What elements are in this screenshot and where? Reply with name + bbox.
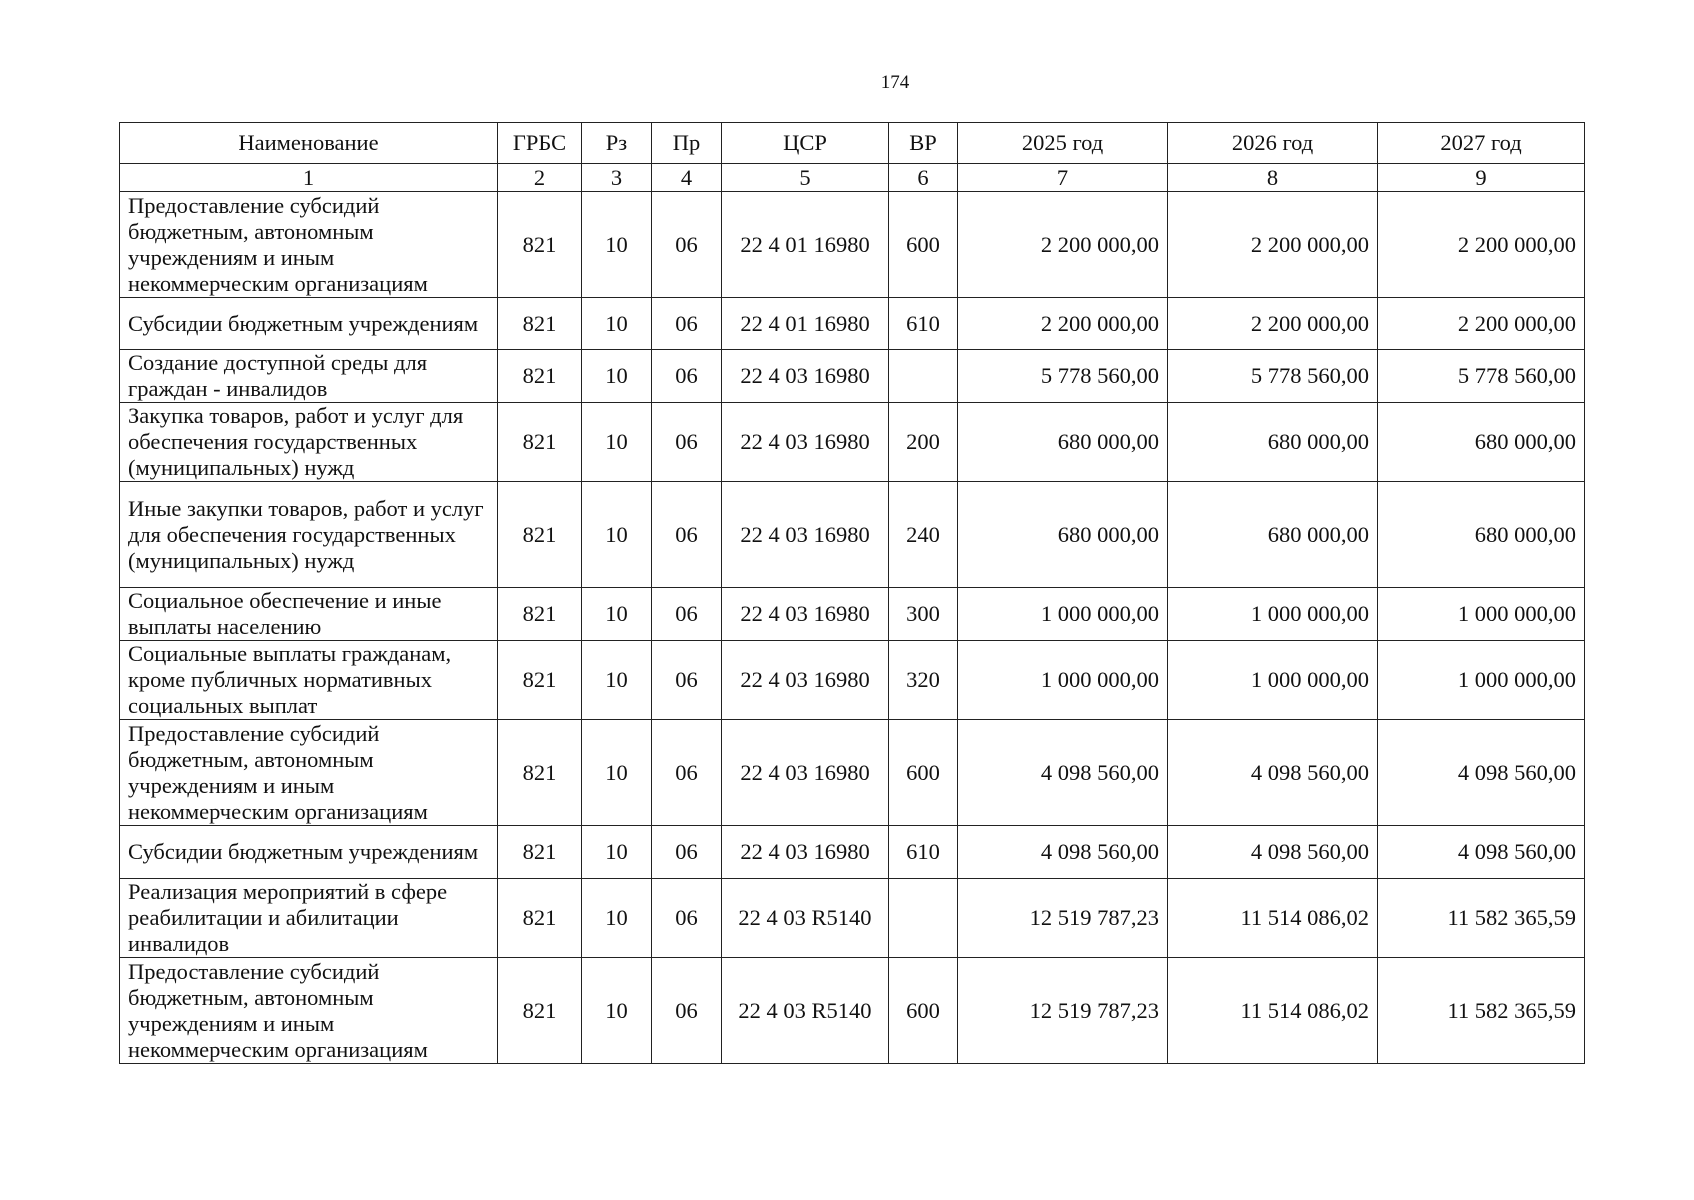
row-2027: 4 098 560,00	[1378, 826, 1585, 879]
row-name: Иные закупки товаров, работ и услуг для обеспечения государственных (муниципальных) нужд	[120, 482, 498, 588]
row-vr	[889, 350, 958, 403]
table-row	[120, 879, 1585, 958]
row-2026: 2 200 000,00	[1168, 298, 1378, 350]
header-name: Наименование	[120, 123, 498, 164]
header-2025: 2025 год	[958, 123, 1168, 164]
table-row	[120, 720, 1585, 826]
header-pr: Пр	[652, 123, 722, 164]
row-vr: 600	[889, 720, 958, 826]
row-vr: 320	[889, 641, 958, 720]
row-rz: 10	[582, 879, 652, 958]
row-name: Реализация мероприятий в сфере реабилитации и абилитации инвалидов	[120, 879, 498, 958]
row-rz: 10	[582, 720, 652, 826]
column-number: 9	[1378, 164, 1585, 192]
column-number-row	[120, 164, 1585, 192]
row-2026: 4 098 560,00	[1168, 826, 1378, 879]
row-rz: 10	[582, 298, 652, 350]
header-2027: 2027 год	[1378, 123, 1585, 164]
row-name: Предоставление субсидий бюджетным, автономным учреждениям и иным некоммерческим организациям	[120, 720, 498, 826]
row-grbs: 821	[498, 826, 582, 879]
column-number: 8	[1168, 164, 1378, 192]
header-2026: 2026 год	[1168, 123, 1378, 164]
row-csr: 22 4 01 16980	[722, 298, 889, 350]
row-2027: 5 778 560,00	[1378, 350, 1585, 403]
row-2025: 1 000 000,00	[958, 588, 1168, 641]
row-grbs: 821	[498, 879, 582, 958]
row-csr: 22 4 03 16980	[722, 403, 889, 482]
row-csr: 22 4 01 16980	[722, 192, 889, 298]
row-pr: 06	[652, 879, 722, 958]
row-grbs: 821	[498, 588, 582, 641]
table-row	[120, 482, 1585, 588]
row-rz: 10	[582, 958, 652, 1064]
row-2025: 4 098 560,00	[958, 826, 1168, 879]
row-2027: 11 582 365,59	[1378, 958, 1585, 1064]
column-number: 2	[498, 164, 582, 192]
budget-table	[119, 122, 1585, 1064]
row-rz: 10	[582, 403, 652, 482]
row-2026: 1 000 000,00	[1168, 588, 1378, 641]
row-vr: 300	[889, 588, 958, 641]
row-2027: 680 000,00	[1378, 403, 1585, 482]
row-2026: 5 778 560,00	[1168, 350, 1378, 403]
row-2027: 1 000 000,00	[1378, 641, 1585, 720]
table-row	[120, 958, 1585, 1064]
table-row	[120, 403, 1585, 482]
row-grbs: 821	[498, 482, 582, 588]
row-name: Субсидии бюджетным учреждениям	[120, 826, 498, 879]
row-2027: 680 000,00	[1378, 482, 1585, 588]
table-row	[120, 588, 1585, 641]
row-pr: 06	[652, 403, 722, 482]
row-pr: 06	[652, 350, 722, 403]
row-grbs: 821	[498, 641, 582, 720]
column-number: 4	[652, 164, 722, 192]
row-pr: 06	[652, 482, 722, 588]
row-2025: 2 200 000,00	[958, 298, 1168, 350]
row-vr: 200	[889, 403, 958, 482]
row-grbs: 821	[498, 350, 582, 403]
row-pr: 06	[652, 720, 722, 826]
row-pr: 06	[652, 192, 722, 298]
row-vr: 610	[889, 298, 958, 350]
column-number: 1	[120, 164, 498, 192]
row-2025: 12 519 787,23	[958, 958, 1168, 1064]
row-name: Предоставление субсидий бюджетным, автономным учреждениям и иным некоммерческим организациям	[120, 192, 498, 298]
column-number: 5	[722, 164, 889, 192]
column-number: 3	[582, 164, 652, 192]
row-csr: 22 4 03 R5140	[722, 958, 889, 1064]
row-pr: 06	[652, 641, 722, 720]
row-csr: 22 4 03 16980	[722, 482, 889, 588]
page-number: 174	[880, 72, 910, 93]
row-csr: 22 4 03 16980	[722, 641, 889, 720]
row-vr: 240	[889, 482, 958, 588]
row-2026: 11 514 086,02	[1168, 958, 1378, 1064]
row-rz: 10	[582, 826, 652, 879]
row-2026: 11 514 086,02	[1168, 879, 1378, 958]
row-2027: 1 000 000,00	[1378, 588, 1585, 641]
row-vr	[889, 879, 958, 958]
row-grbs: 821	[498, 403, 582, 482]
row-pr: 06	[652, 958, 722, 1064]
row-grbs: 821	[498, 192, 582, 298]
table-row	[120, 350, 1585, 403]
row-csr: 22 4 03 16980	[722, 588, 889, 641]
row-grbs: 821	[498, 298, 582, 350]
row-2025: 4 098 560,00	[958, 720, 1168, 826]
row-csr: 22 4 03 16980	[722, 826, 889, 879]
row-2025: 12 519 787,23	[958, 879, 1168, 958]
row-name: Социальное обеспечение и иные выплаты населению	[120, 588, 498, 641]
table-row	[120, 298, 1585, 350]
row-2026: 4 098 560,00	[1168, 720, 1378, 826]
row-pr: 06	[652, 298, 722, 350]
row-vr: 600	[889, 192, 958, 298]
row-vr: 600	[889, 958, 958, 1064]
column-number: 7	[958, 164, 1168, 192]
row-2025: 1 000 000,00	[958, 641, 1168, 720]
header-csr: ЦСР	[722, 123, 889, 164]
row-name: Предоставление субсидий бюджетным, автономным учреждениям и иным некоммерческим организациям	[120, 958, 498, 1064]
row-csr: 22 4 03 16980	[722, 350, 889, 403]
row-2027: 2 200 000,00	[1378, 298, 1585, 350]
row-vr: 610	[889, 826, 958, 879]
row-2025: 5 778 560,00	[958, 350, 1168, 403]
row-csr: 22 4 03 16980	[722, 720, 889, 826]
table-row	[120, 826, 1585, 879]
row-2025: 680 000,00	[958, 482, 1168, 588]
row-name: Субсидии бюджетным учреждениям	[120, 298, 498, 350]
row-2025: 680 000,00	[958, 403, 1168, 482]
column-number: 6	[889, 164, 958, 192]
header-row	[120, 123, 1585, 164]
row-2026: 680 000,00	[1168, 482, 1378, 588]
row-grbs: 821	[498, 958, 582, 1064]
row-rz: 10	[582, 641, 652, 720]
row-grbs: 821	[498, 720, 582, 826]
row-rz: 10	[582, 588, 652, 641]
row-rz: 10	[582, 482, 652, 588]
row-pr: 06	[652, 588, 722, 641]
header-rz: Рз	[582, 123, 652, 164]
table-row	[120, 192, 1585, 298]
row-2027: 4 098 560,00	[1378, 720, 1585, 826]
header-grbs: ГРБС	[498, 123, 582, 164]
row-2026: 2 200 000,00	[1168, 192, 1378, 298]
row-2025: 2 200 000,00	[958, 192, 1168, 298]
row-2027: 2 200 000,00	[1378, 192, 1585, 298]
row-2027: 11 582 365,59	[1378, 879, 1585, 958]
row-csr: 22 4 03 R5140	[722, 879, 889, 958]
row-2026: 680 000,00	[1168, 403, 1378, 482]
row-rz: 10	[582, 350, 652, 403]
row-name: Создание доступной среды для граждан - инвалидов	[120, 350, 498, 403]
row-name: Социальные выплаты гражданам, кроме публичных нормативных социальных выплат	[120, 641, 498, 720]
header-vr: ВР	[889, 123, 958, 164]
table-row	[120, 641, 1585, 720]
row-rz: 10	[582, 192, 652, 298]
row-name: Закупка товаров, работ и услуг для обеспечения государственных (муниципальных) нужд	[120, 403, 498, 482]
row-pr: 06	[652, 826, 722, 879]
row-2026: 1 000 000,00	[1168, 641, 1378, 720]
